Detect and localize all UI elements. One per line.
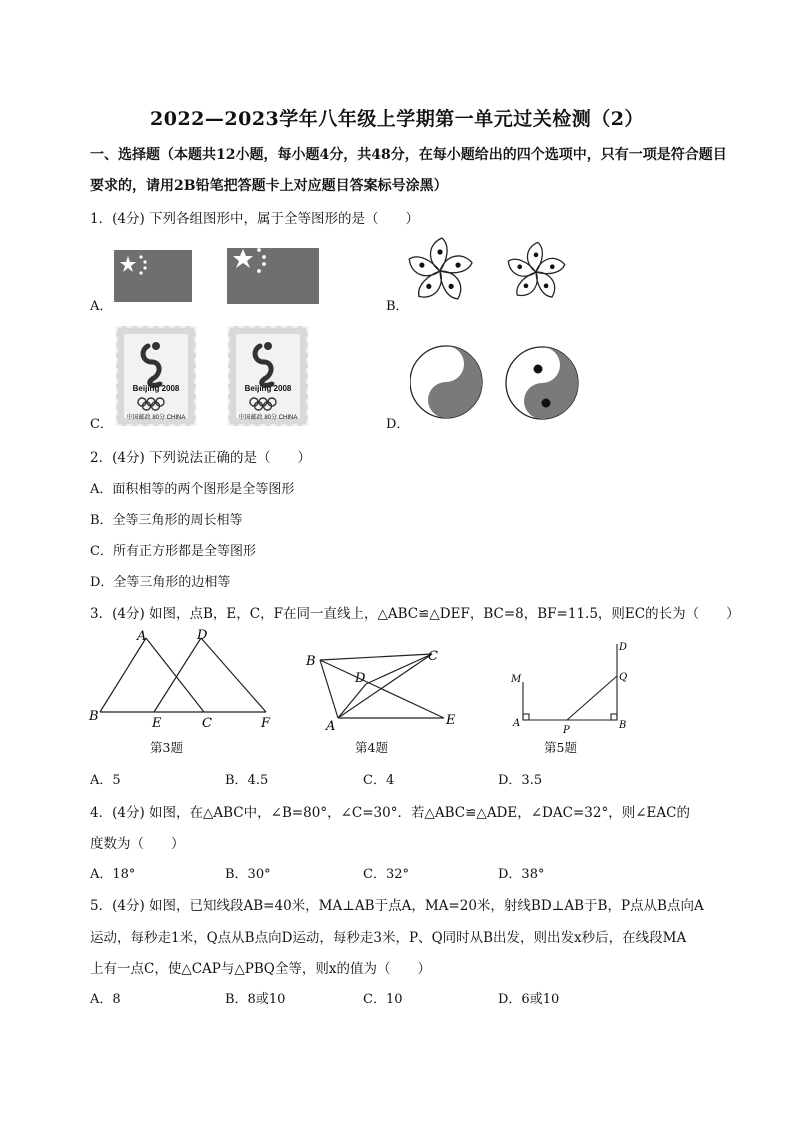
section-header-line1: 一、选择题（本题共12小题，每小题4分，共48分，在每小题给出的四个选项中，只有一项是符合题目	[90, 147, 727, 163]
section-header	[90, 140, 730, 202]
stamp-left-graphic	[118, 328, 194, 424]
fig4-label-a: A	[326, 719, 336, 734]
fig5-label-a: A	[513, 718, 521, 729]
q4-option-c: C．32°	[363, 867, 409, 882]
q3-option-a: A．5	[90, 773, 121, 788]
question-3-stem: 3．(4分) 如图，点B，E，C，F在同一直线上，△ABC≌△DEF，BC=8，BF=11.5，则EC的长为（ ）	[90, 606, 740, 622]
bauhinia-flower-left	[406, 238, 474, 303]
page-title: 2022—2023学年八年级上学期第一单元过关检测（2）	[150, 108, 644, 130]
figure-5	[505, 636, 635, 736]
q1-option-a-figure	[114, 248, 324, 308]
figure-3	[88, 626, 288, 734]
fig5-label-q: Q	[619, 672, 628, 683]
fig5-label-p: P	[563, 725, 570, 736]
stamp-right-graphic	[230, 328, 306, 424]
stamp-left	[116, 326, 196, 426]
q5-option-c: C．10	[363, 992, 403, 1007]
q2-option-d: D．全等三角形的边相等	[90, 575, 231, 590]
section-header-line2: 要求的，请用2B铅笔把答题卡上对应题目答案标号涂黑）	[90, 178, 448, 194]
question-5-line2: 运动，每秒走1米，Q点从B点向D运动，每秒走3米，P、Q同时从B出发，则出发x秒后，在线段MA	[90, 930, 687, 946]
question-1-stem: 1．(4分) 下列各组图形中，属于全等图形的是（ ）	[90, 211, 420, 227]
fig4-label-b: B	[306, 654, 316, 669]
q4-option-a: A．18°	[90, 867, 136, 882]
fig4-label-d: D	[355, 671, 366, 686]
fig5-label-m: M	[511, 674, 522, 685]
figure-4-caption: 第4题	[355, 740, 388, 755]
q2-option-b: B．全等三角形的周长相等	[90, 513, 243, 528]
q1-option-d-label: D．	[386, 417, 410, 432]
q3-option-d: D．3.5	[498, 773, 543, 788]
q5-option-a: A．8	[90, 992, 121, 1007]
fig4-label-e: E	[446, 713, 456, 728]
q3-option-c: C．4	[363, 773, 395, 788]
question-4-line2: 度数为（ ）	[90, 836, 185, 852]
figure-4	[300, 646, 470, 736]
q1-option-b-label: B．	[386, 299, 409, 314]
q5-option-b: B．8或10	[225, 992, 286, 1007]
question-5-line1: 5．(4分) 如图，已知线段AB=40米，MA⊥AB于点A，MA=20米，射线BD⊥AB于B，P点从B点向A	[90, 898, 704, 914]
q3-option-b: B．4.5	[225, 773, 269, 788]
q1-option-b-figure	[404, 234, 584, 309]
question-5-line3: 上有一点C，使△CAP与△PBQ全等，则x的值为（ ）	[90, 961, 431, 977]
question-4-line1: 4．(4分) 如图，在△ABC中，∠B=80°，∠C=30°．若△ABC≌△ADE，∠DAC=32°，则∠EAC的	[90, 805, 690, 821]
yinyang-left	[410, 346, 482, 418]
fig3-label-b: B	[89, 709, 99, 724]
q4-option-d: D．38°	[498, 867, 545, 882]
q2-option-c: C．所有正方形都是全等图形	[90, 544, 256, 559]
q2-option-a: A．面积相等的两个图形是全等图形	[90, 482, 295, 497]
q5-option-d: D．6或10	[498, 992, 560, 1007]
q4-option-b: B．30°	[225, 867, 271, 882]
stamp-right-caption: Beijing 2008	[244, 384, 292, 393]
stamp-left-caption: Beijing 2008	[132, 384, 180, 393]
yinyang-right	[506, 347, 578, 419]
stamp-right	[228, 326, 308, 426]
stamp-left-footer: 中国邮政 80分 CHINA	[126, 415, 186, 421]
flag-small	[114, 250, 192, 302]
fig5-label-d: D	[619, 642, 628, 653]
q1-option-c-label: C．	[90, 417, 113, 432]
question-2-stem: 2．(4分) 下列说法正确的是（ ）	[90, 450, 312, 466]
figure-3-caption: 第3题	[150, 740, 183, 755]
figure-5-caption: 第5题	[544, 740, 577, 755]
q1-option-d-figure	[410, 344, 590, 424]
fig4-label-c: C	[428, 649, 438, 664]
fig3-label-e: E	[152, 716, 162, 731]
q1-option-a-label: A．	[90, 299, 113, 314]
fig3-label-a: A	[137, 629, 147, 644]
stamp-right-footer: 中国邮政 80分 CHINA	[238, 415, 298, 421]
fig3-label-c: C	[202, 716, 212, 731]
fig3-label-d: D	[197, 628, 208, 643]
fig3-label-f: F	[261, 716, 271, 731]
fig5-label-b: B	[619, 720, 627, 731]
bauhinia-flower-right	[505, 242, 566, 301]
